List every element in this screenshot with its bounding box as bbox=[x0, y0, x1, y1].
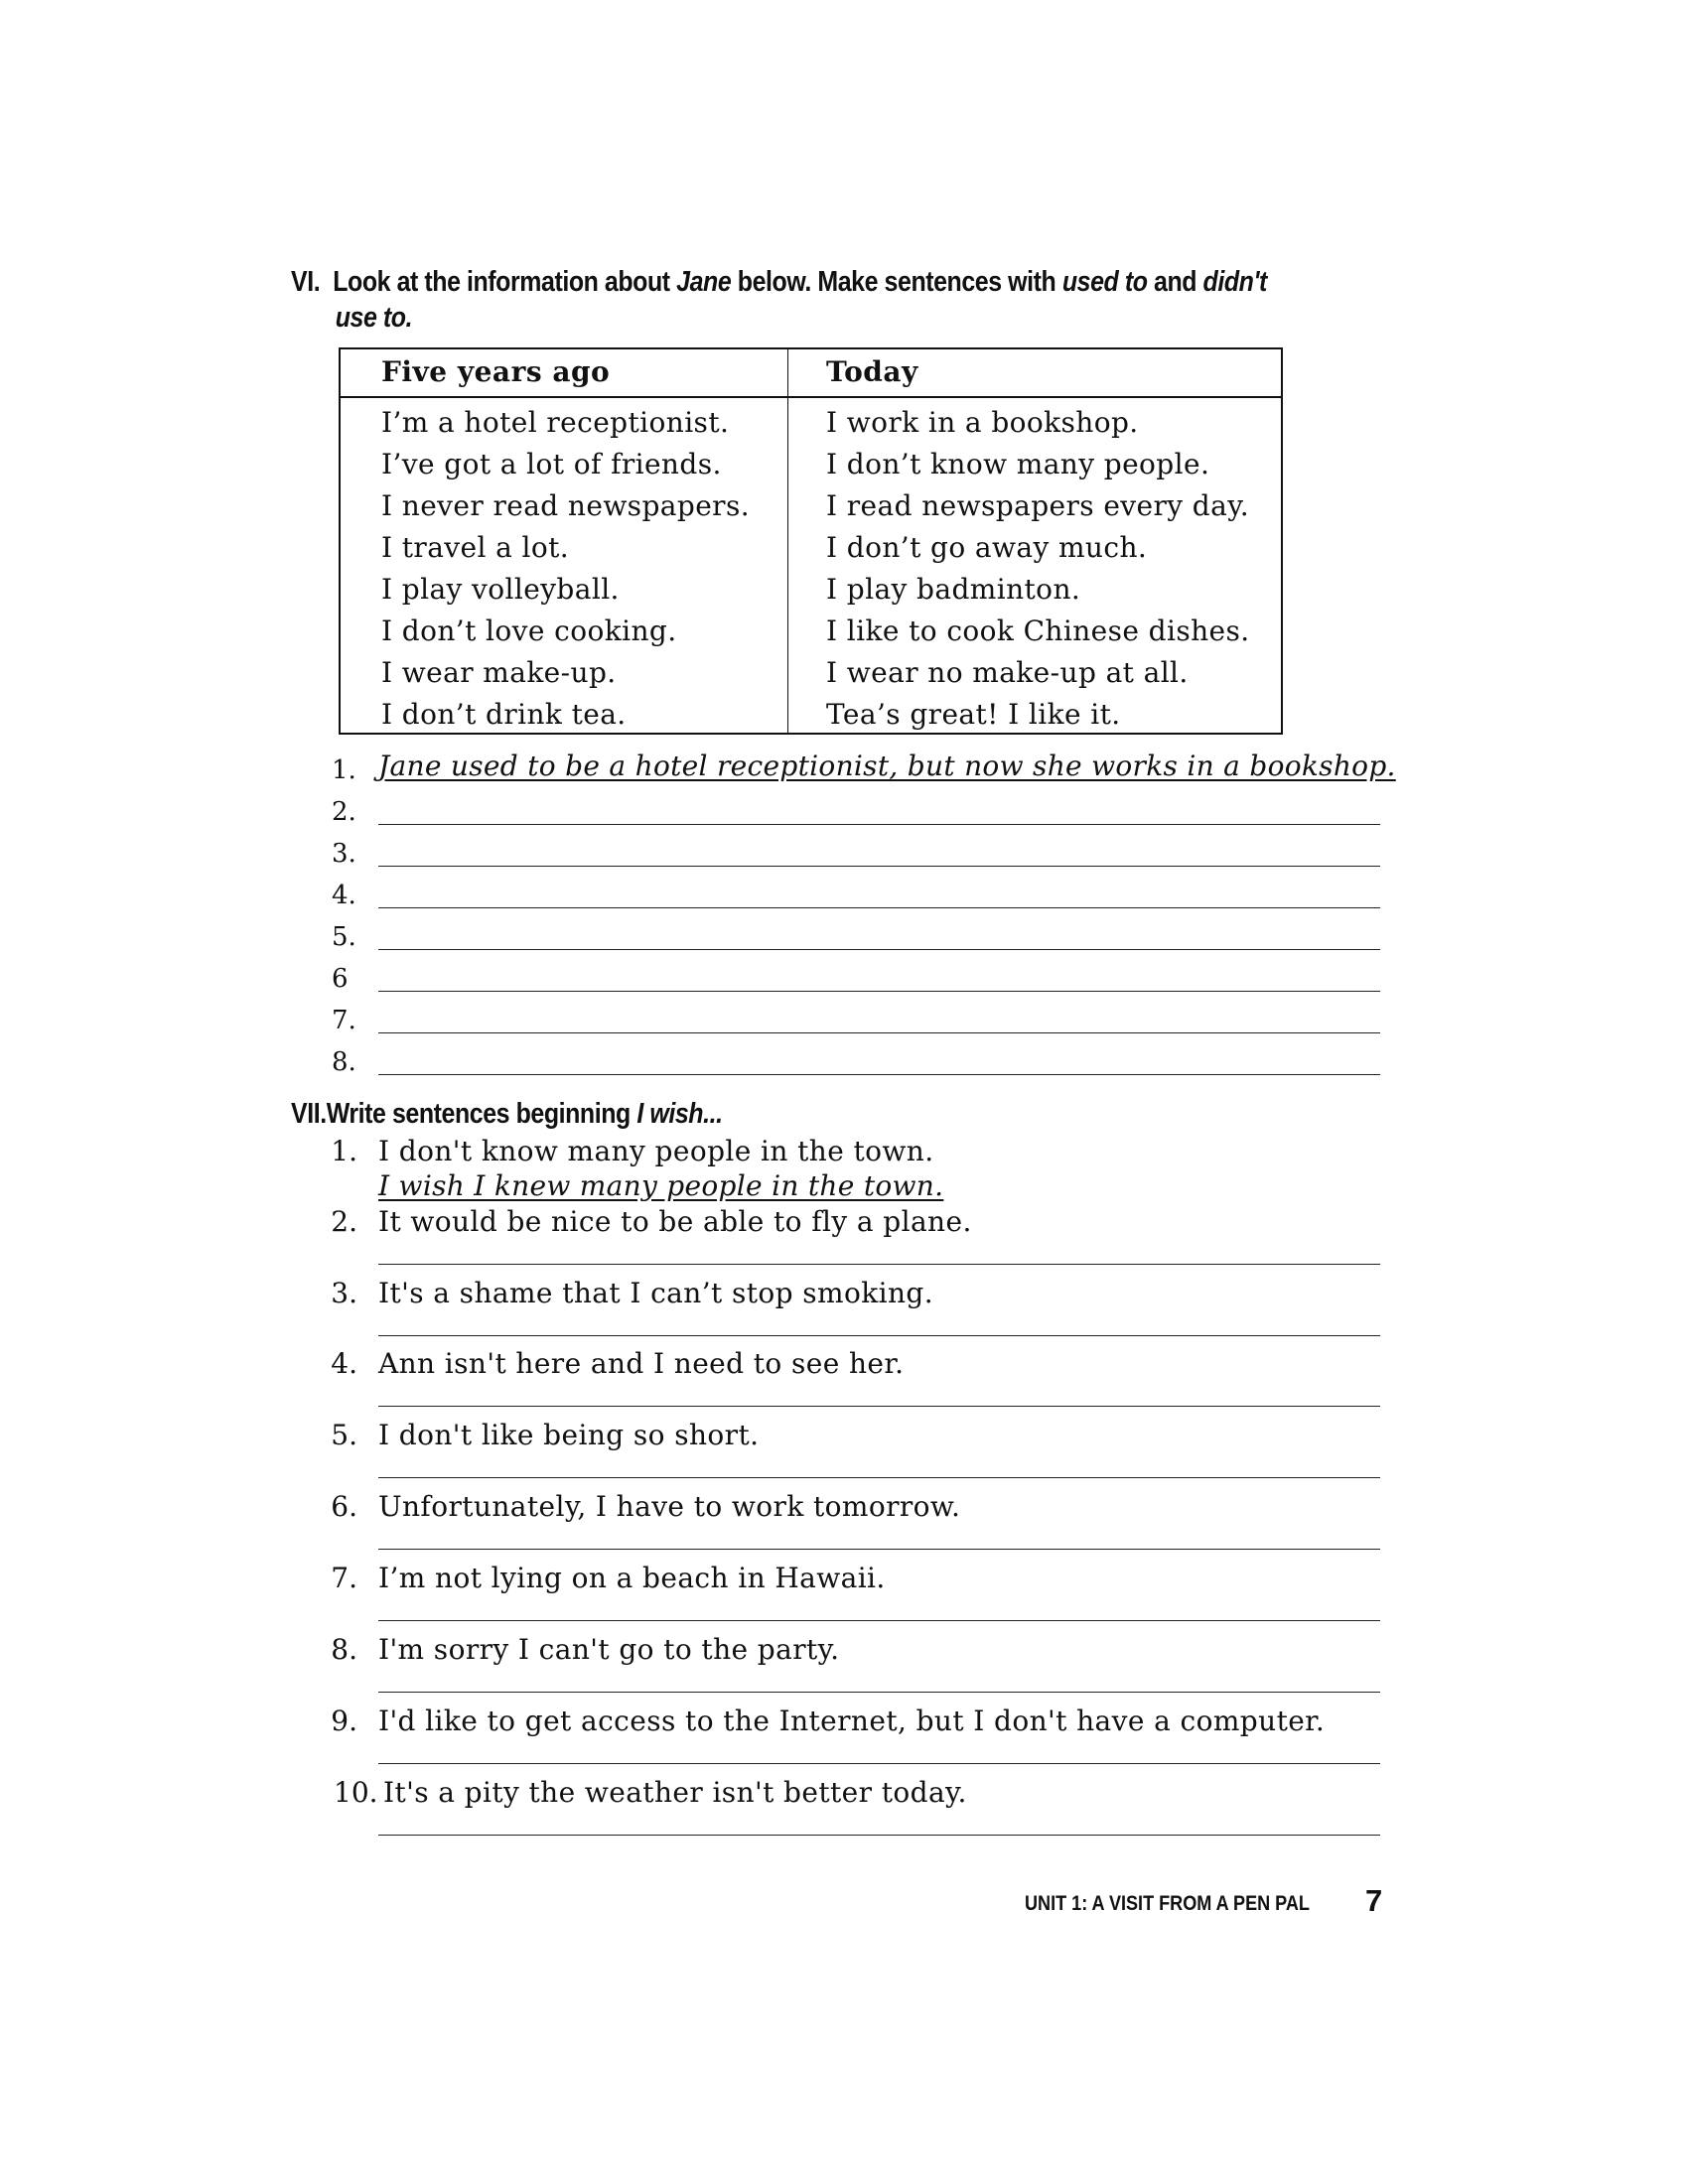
answer-number: 7. bbox=[332, 1006, 356, 1035]
item-prompt: I don't know many people in the town. bbox=[378, 1135, 934, 1167]
item-prompt: I'm sorry I can't go to the party. bbox=[378, 1633, 840, 1666]
item-prompt: I don't like being so short. bbox=[378, 1419, 760, 1451]
answer-line[interactable] bbox=[378, 1549, 1380, 1550]
section-7-example-answer: I wish I knew many people in the town. bbox=[378, 1169, 944, 1202]
answer-line[interactable] bbox=[378, 1620, 1380, 1621]
item-number: 8. bbox=[331, 1633, 357, 1666]
table-cell: I’ve got a lot of friends. bbox=[381, 448, 722, 480]
table-header-divider bbox=[341, 396, 1281, 398]
footer-unit-title: UNIT 1: A VISIT FROM A PEN PAL bbox=[1025, 1892, 1310, 1915]
answer-line[interactable] bbox=[378, 1477, 1380, 1478]
answer-number: 5. bbox=[332, 922, 356, 952]
item-number: 6. bbox=[331, 1490, 357, 1523]
section-6-example-answer: Jane used to be a hotel receptionist, but now she works in a bookshop. bbox=[378, 750, 1396, 782]
item-number: 10. bbox=[334, 1776, 378, 1809]
item-prompt: Unfortunately, I have to work tomorrow. bbox=[378, 1490, 961, 1523]
table-cell: I play badminton. bbox=[826, 573, 1081, 606]
table-cell: I wear no make-up at all. bbox=[826, 656, 1189, 689]
table-cell: I play volleyball. bbox=[381, 573, 620, 606]
table-cell: I don’t drink tea. bbox=[381, 698, 627, 731]
table-cell: I never read newspapers. bbox=[381, 489, 751, 522]
answer-line[interactable] bbox=[378, 1074, 1380, 1075]
item-number: 2. bbox=[331, 1205, 357, 1238]
answer-line[interactable] bbox=[378, 991, 1380, 992]
item-number: 7. bbox=[331, 1562, 357, 1594]
table-column-past bbox=[381, 402, 750, 736]
answer-line[interactable] bbox=[378, 1264, 1380, 1265]
section-6-numeral: VI. bbox=[291, 266, 321, 298]
answer-number: 1. bbox=[332, 755, 356, 785]
item-number: 4. bbox=[331, 1347, 357, 1380]
item-prompt: I’m not lying on a beach in Hawaii. bbox=[378, 1562, 886, 1594]
item-number: 5. bbox=[331, 1419, 357, 1451]
table-cell: Tea’s great! I like it. bbox=[826, 698, 1121, 731]
answer-line[interactable] bbox=[378, 1335, 1380, 1336]
table-cell: I wear make-up. bbox=[381, 656, 617, 689]
answer-number: 6 bbox=[332, 964, 349, 994]
answer-line[interactable] bbox=[378, 907, 1380, 908]
answer-number: 8. bbox=[332, 1047, 356, 1077]
table-cell: I don’t go away much. bbox=[826, 531, 1148, 564]
table-header-five-years-ago: Five years ago bbox=[381, 355, 611, 388]
table-column-today bbox=[826, 402, 1250, 736]
item-prompt: It's a shame that I can’t stop smoking. bbox=[378, 1277, 934, 1309]
table-cell: I don’t know many people. bbox=[826, 448, 1210, 480]
table-cell: I like to cook Chinese dishes. bbox=[826, 614, 1250, 647]
answer-line[interactable] bbox=[378, 1406, 1380, 1407]
answer-line[interactable] bbox=[378, 1835, 1380, 1836]
jane-info-table bbox=[339, 347, 1283, 735]
section-6-heading: VI. Look at the information about Jane below. Make sentences with used to and didn't use to. bbox=[291, 266, 1267, 334]
page-number: 7 bbox=[1365, 1883, 1383, 1918]
table-cell: I work in a bookshop. bbox=[826, 406, 1139, 439]
item-number: 3. bbox=[331, 1277, 357, 1309]
table-column-divider bbox=[787, 349, 788, 733]
answer-line[interactable] bbox=[378, 1763, 1380, 1764]
answer-number: 2. bbox=[332, 797, 356, 827]
table-cell: I don’t love cooking. bbox=[381, 614, 677, 647]
answer-number: 3. bbox=[332, 839, 356, 869]
answer-line[interactable] bbox=[378, 949, 1380, 950]
section-7-numeral: VII. bbox=[291, 1098, 327, 1130]
table-cell: I’m a hotel receptionist. bbox=[381, 406, 730, 439]
table-cell: I read newspapers every day. bbox=[826, 489, 1250, 522]
answer-line[interactable] bbox=[378, 1692, 1380, 1693]
item-number: 1. bbox=[331, 1135, 357, 1167]
table-cell: I travel a lot. bbox=[381, 531, 570, 564]
item-prompt: It would be nice to be able to fly a plane. bbox=[378, 1205, 972, 1238]
answer-line[interactable] bbox=[378, 866, 1380, 867]
item-prompt: It's a pity the weather isn't better today. bbox=[383, 1776, 967, 1809]
answer-line[interactable] bbox=[378, 1032, 1380, 1033]
item-prompt: I'd like to get access to the Internet, but I don't have a computer. bbox=[378, 1705, 1326, 1737]
table-header-today: Today bbox=[826, 355, 918, 388]
item-prompt: Ann isn't here and I need to see her. bbox=[378, 1347, 905, 1380]
item-number: 9. bbox=[331, 1705, 357, 1737]
answer-line[interactable] bbox=[378, 824, 1380, 825]
answer-number: 4. bbox=[332, 881, 356, 910]
section-7-heading: VII.Write sentences beginning I wish... bbox=[291, 1098, 723, 1130]
